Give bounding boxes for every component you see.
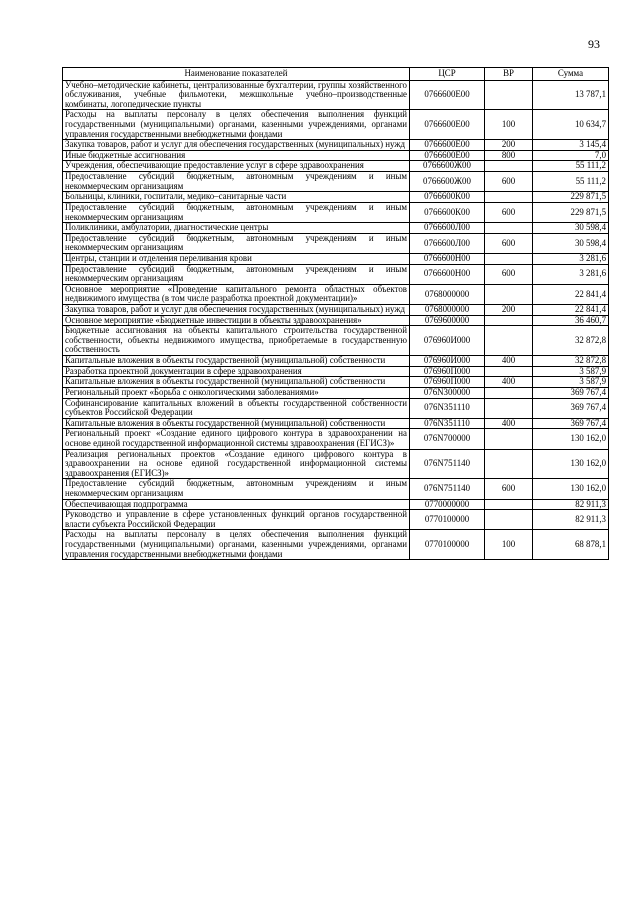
row-sum-cell: 3 281,6	[533, 264, 609, 284]
row-name-cell: Предоставление субсидий бюджетным, автономным учреждениям и иным некоммерческим организациям	[63, 202, 410, 222]
row-csr-cell: 076N751140	[410, 479, 485, 499]
row-name-cell: Расходы на выплаты персоналу в целях обеспечения выполнения функций государственными (муниципальными) органами, казенными учреждениями, органами управления государственными внебюджетными фондами	[63, 530, 410, 560]
row-vr-cell	[485, 223, 533, 234]
row-vr-cell: 600	[485, 479, 533, 499]
row-vr-cell: 600	[485, 202, 533, 222]
row-name-cell: Разработка проектной документации в сфере здравоохранения	[63, 366, 410, 377]
row-name-cell: Учреждения, обеспечивающие предоставление услуг в сфере здравоохранения	[63, 161, 410, 172]
row-sum-cell: 13 787,1	[533, 80, 609, 110]
row-name-cell: Учебно–методические кабинеты, централизованные бухгалтерии, группы хозяйственного обслуживания, учебные фильмотеки, межшкольные учебно–производственные комбинаты, логопедические пункты	[63, 80, 410, 110]
row-vr-cell: 100	[485, 110, 533, 140]
table-row	[63, 449, 609, 479]
table-row	[63, 366, 609, 377]
row-csr-cell: 0766600К00	[410, 202, 485, 222]
row-csr-cell: 0770100000	[410, 510, 485, 530]
row-vr-cell: 100	[485, 530, 533, 560]
row-name-cell: Региональный проект «Создание единого цифрового контура в здравоохранении на основе единой государственной информационной системы здравоохранения (ЕГИСЗ)»	[63, 429, 410, 449]
row-name-cell: Основное мероприятие «Бюджетные инвестиции в объекты здравоохранения»	[63, 315, 410, 326]
header-csr: ЦСР	[410, 68, 485, 81]
row-vr-cell	[485, 429, 533, 449]
row-name-cell: Реализация региональных проектов «Создание единого цифрового контура в здравоохранении на основе единой государственной информационной системы здравоохранения (ЕГИСЗ)»	[63, 449, 410, 479]
table-row	[63, 202, 609, 222]
table-row	[63, 398, 609, 418]
row-vr-cell	[485, 366, 533, 377]
row-name-cell: Предоставление субсидий бюджетным, автономным учреждениям и иным некоммерческим организациям	[63, 233, 410, 253]
row-csr-cell: 076N751140	[410, 449, 485, 479]
row-sum-cell: 36 460,7	[533, 315, 609, 326]
row-name-cell: Закупка товаров, работ и услуг для обеспечения государственных (муниципальных) нужд	[63, 140, 410, 151]
row-vr-cell	[485, 284, 533, 304]
row-csr-cell: 0766600Е00	[410, 150, 485, 161]
table-row	[63, 429, 609, 449]
table-row	[63, 356, 609, 367]
row-vr-cell	[485, 192, 533, 203]
row-name-cell: Капитальные вложения в объекты государственной (муниципальной) собственности	[63, 418, 410, 429]
table-body	[63, 80, 609, 560]
row-name-cell: Обеспечивающая подпрограмма	[63, 499, 410, 510]
row-sum-cell: 82 911,3	[533, 499, 609, 510]
row-csr-cell: 0766600Н00	[410, 264, 485, 284]
row-sum-cell: 229 871,5	[533, 202, 609, 222]
row-sum-cell: 32 872,8	[533, 356, 609, 367]
header-sum: Сумма	[533, 68, 609, 81]
row-sum-cell: 130 162,0	[533, 479, 609, 499]
row-csr-cell: 0770100000	[410, 530, 485, 560]
row-csr-cell: 0766600Ж00	[410, 172, 485, 192]
row-vr-cell: 800	[485, 150, 533, 161]
table-row	[63, 499, 609, 510]
row-name-cell: Основное мероприятие «Проведение капитального ремонта областных объектов недвижимого имущества (в том числе разработка проектной документации)»	[63, 284, 410, 304]
row-name-cell: Предоставление субсидий бюджетным, автономным учреждениям и иным некоммерческим организациям	[63, 479, 410, 499]
row-name-cell: Предоставление субсидий бюджетным, автономным учреждениям и иным некоммерческим организациям	[63, 264, 410, 284]
row-csr-cell: 0766600К00	[410, 192, 485, 203]
page-number: 93	[588, 37, 600, 51]
row-name-cell: Бюджетные ассигнования на объекты капитального строительства государственной собственности, объекты недвижимого имущества, приобретаемые в государственную собственность	[63, 326, 410, 356]
row-name-cell: Расходы на выплаты персоналу в целях обеспечения выполнения функций государственными (муниципальными) органами, казенными учреждениями, органами управления государственными внебюджетными фондами	[63, 110, 410, 140]
row-vr-cell	[485, 161, 533, 172]
table-row	[63, 192, 609, 203]
row-csr-cell: 0766600Н00	[410, 253, 485, 264]
row-sum-cell: 3 587,9	[533, 366, 609, 377]
table-row	[63, 140, 609, 151]
row-csr-cell: 0766600Л00	[410, 223, 485, 234]
table-row	[63, 253, 609, 264]
table-row	[63, 305, 609, 316]
table-row	[63, 223, 609, 234]
table-row	[63, 530, 609, 560]
budget-table	[62, 67, 609, 560]
table-row	[63, 510, 609, 530]
row-name-cell: Капитальные вложения в объекты государственной (муниципальной) собственности	[63, 377, 410, 388]
table-row	[63, 161, 609, 172]
row-vr-cell	[485, 510, 533, 530]
row-csr-cell: 0766600Л00	[410, 233, 485, 253]
header-vr: ВР	[485, 68, 533, 81]
table-row	[63, 264, 609, 284]
row-sum-cell: 55 111,2	[533, 161, 609, 172]
row-vr-cell: 400	[485, 418, 533, 429]
table-row	[63, 284, 609, 304]
row-vr-cell: 600	[485, 172, 533, 192]
table-row	[63, 326, 609, 356]
row-name-cell: Поликлиники, амбулатории, диагностические центры	[63, 223, 410, 234]
row-csr-cell: 0770000000	[410, 499, 485, 510]
table-header-row	[63, 68, 609, 81]
row-vr-cell	[485, 449, 533, 479]
row-vr-cell	[485, 253, 533, 264]
row-sum-cell: 55 111,2	[533, 172, 609, 192]
row-sum-cell: 68 878,1	[533, 530, 609, 560]
table-row	[63, 377, 609, 388]
row-sum-cell: 3 145,4	[533, 140, 609, 151]
row-vr-cell: 400	[485, 377, 533, 388]
row-csr-cell: 076N700000	[410, 429, 485, 449]
row-vr-cell: 600	[485, 233, 533, 253]
table-row	[63, 233, 609, 253]
header-name: Наименование показателей	[63, 68, 410, 81]
row-csr-cell: 076N300000	[410, 387, 485, 398]
table-row	[63, 387, 609, 398]
row-sum-cell: 369 767,4	[533, 387, 609, 398]
row-name-cell: Центры, станции и отделения переливания крови	[63, 253, 410, 264]
row-sum-cell: 369 767,4	[533, 398, 609, 418]
row-csr-cell: 076960П000	[410, 366, 485, 377]
row-csr-cell: 076960П000	[410, 377, 485, 388]
table-row	[63, 315, 609, 326]
row-sum-cell: 22 841,4	[533, 284, 609, 304]
row-vr-cell	[485, 326, 533, 356]
row-sum-cell: 82 911,3	[533, 510, 609, 530]
row-sum-cell: 130 162,0	[533, 429, 609, 449]
row-name-cell: Софинансирование капитальных вложений в объекты государственной собственности субъектов Российской Федерации	[63, 398, 410, 418]
row-csr-cell: 0768000000	[410, 305, 485, 316]
row-csr-cell: 076960И000	[410, 356, 485, 367]
table-row	[63, 150, 609, 161]
row-sum-cell: 229 871,5	[533, 192, 609, 203]
table-row	[63, 80, 609, 110]
row-sum-cell: 130 162,0	[533, 449, 609, 479]
table-row	[63, 172, 609, 192]
row-name-cell: Региональный проект «Борьба с онкологическими заболеваниями»	[63, 387, 410, 398]
row-sum-cell: 369 767,4	[533, 418, 609, 429]
row-sum-cell: 32 872,8	[533, 326, 609, 356]
row-vr-cell	[485, 499, 533, 510]
row-csr-cell: 0769600000	[410, 315, 485, 326]
row-csr-cell: 0766600Е00	[410, 110, 485, 140]
row-vr-cell	[485, 398, 533, 418]
row-name-cell: Иные бюджетные ассигнования	[63, 150, 410, 161]
row-vr-cell: 200	[485, 305, 533, 316]
row-name-cell: Закупка товаров, работ и услуг для обеспечения государственных (муниципальных) нужд	[63, 305, 410, 316]
row-vr-cell	[485, 387, 533, 398]
row-csr-cell: 076N351110	[410, 398, 485, 418]
row-csr-cell: 076N351110	[410, 418, 485, 429]
row-sum-cell: 7,0	[533, 150, 609, 161]
row-sum-cell: 3 587,9	[533, 377, 609, 388]
table-row	[63, 418, 609, 429]
row-csr-cell: 0766600Е00	[410, 140, 485, 151]
row-csr-cell: 0768000000	[410, 284, 485, 304]
row-sum-cell: 22 841,4	[533, 305, 609, 316]
row-vr-cell: 400	[485, 356, 533, 367]
row-name-cell: Капитальные вложения в объекты государственной (муниципальной) собственности	[63, 356, 410, 367]
row-vr-cell: 600	[485, 264, 533, 284]
row-vr-cell	[485, 80, 533, 110]
row-name-cell: Больницы, клиники, госпитали, медико–санитарные части	[63, 192, 410, 203]
row-sum-cell: 10 634,7	[533, 110, 609, 140]
row-vr-cell: 200	[485, 140, 533, 151]
table-row	[63, 479, 609, 499]
row-name-cell: Предоставление субсидий бюджетным, автономным учреждениям и иным некоммерческим организациям	[63, 172, 410, 192]
row-csr-cell: 0766600Ж00	[410, 161, 485, 172]
row-sum-cell: 30 598,4	[533, 223, 609, 234]
table-row	[63, 110, 609, 140]
row-sum-cell: 30 598,4	[533, 233, 609, 253]
row-sum-cell: 3 281,6	[533, 253, 609, 264]
row-vr-cell	[485, 315, 533, 326]
row-csr-cell: 076960И000	[410, 326, 485, 356]
row-csr-cell: 0766600Е00	[410, 80, 485, 110]
row-name-cell: Руководство и управление в сфере установленных функций органов государственной власти субъекта Российской Федерации	[63, 510, 410, 530]
